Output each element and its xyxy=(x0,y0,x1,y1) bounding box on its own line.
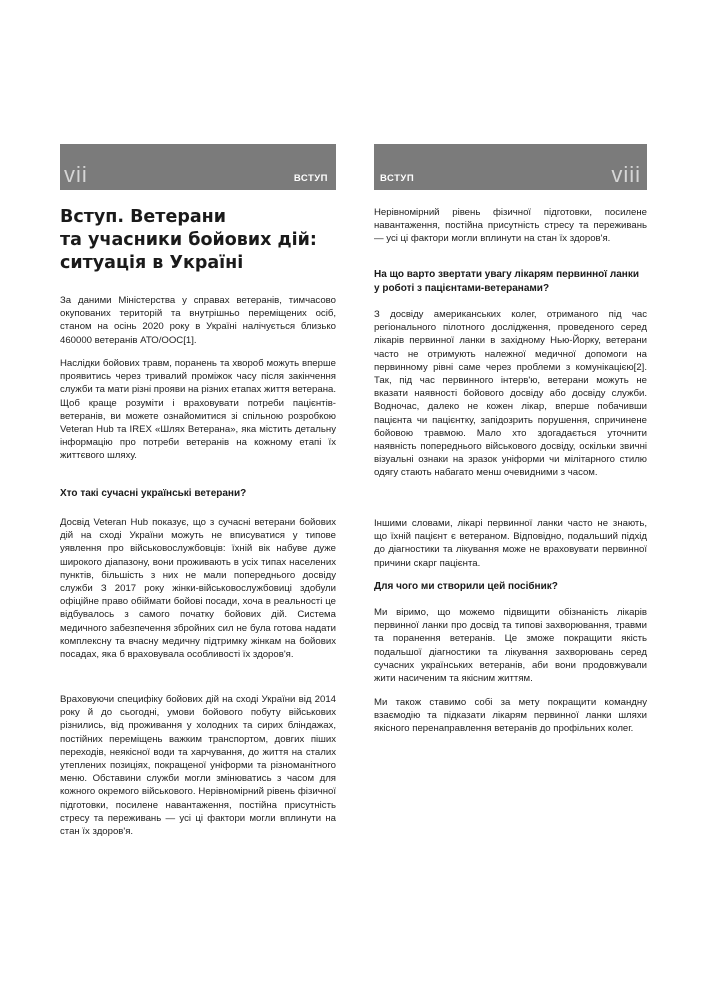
left-page-header xyxy=(60,144,336,190)
left-subheading-who-are-veterans: Хто такі сучасні українські ветерани? xyxy=(60,488,247,499)
right-paragraph-physical-load: Нерівномірний рівень фізичної підготовки, посилене навантаження, постійна присутність стресу та переживань — усі ці фактори могли вплинути на стан їх здоров'я. xyxy=(374,207,647,245)
chapter-title xyxy=(60,206,336,275)
chapter-title-line-2: та учасники бойових дій: xyxy=(60,230,317,250)
right-paragraph-team-interaction: Ми також ставимо собі за мету покращити командну взаємодію та підказати лікарям первинної ланки шляхи якісного перенаправлення ветеранів до профільних колег. xyxy=(374,697,647,735)
chapter-title-line-1: Вступ. Ветерани xyxy=(60,207,227,227)
right-section-label: ВСТУП xyxy=(380,173,415,184)
right-paragraph-american-experience: З досвіду американських колег, отриманого під час регіонального пілотного дослідження, проведеного серед лікарів первинної ланки в західному Нью-Йорку, ветерани часто не отримують належної медичної допомоги на первинному рівні саме через проблеми з комунікацією[2]. Так, під час первинного інтерв'ю, ветерани можуть не вказати наявності бойового досвіду або досвіду служби. Водночас, далеко не кожен лікар, вперше побачивши пацієнта чи пацієнтку, запідозрить порушення, спричинене бойовою травмою. Мало хто здогадається уточнити наявність попереднього військового досвіду, оскільки звичні візуальні ознаки на зразок уніформи чи мілітарного стилю одягу стають набагато менш очевидними з часом. xyxy=(374,309,647,479)
right-subheading-primary-care-attention: На що варто звертати увагу лікарям первинної ланки у роботі з пацієнтами-ветеранами? xyxy=(374,269,639,294)
right-page-number: viii xyxy=(611,162,641,187)
left-paragraph-combat-conditions: Враховуючи специфіку бойових дій на сході України від 2014 року й до сьогодні, умови бойового побуту військових різнились, від проживання у холодних та сирих бліндажах, постійних переміщень важким транспортом, довгих піших переходів, неякісної води та харчування, до життя на сталих утеплених позиціях, покращеної уніформи та різноманітного меню. Обставини служби могли змінюватись з часом для кожного окремого військового. Нерівномірний рівень фізичної підготовки, посилене навантаження, постійна присутність стресу та переживань — усі ці фактори могли вплинути на стан їх здоров'я. xyxy=(60,694,336,838)
left-section-label: ВСТУП xyxy=(293,173,328,184)
right-paragraph-in-other-words: Іншими словами, лікарі первинної ланки часто не знають, що їхній пацієнт є ветераном. Відповідно, подальший підхід до діагностики та лікування може не враховувати первинної причини скарг пацієнта. xyxy=(374,518,647,569)
left-paragraph-veteran-count: За даними Міністерства у справах ветеранів, тимчасово окупованих територій та внутрішньо переміщених осіб, станом на осінь 2020 року в Україні налічується близько 460000 ветеранів АТО/ООС[1]. xyxy=(60,295,336,346)
right-subheading-why-guide: Для чого ми створили цей посібник? xyxy=(374,581,558,592)
left-paragraph-combat-trauma: Наслідки бойових травм, поранень та хвороб можуть вперше проявитись через тривалий проміжок часу після закінчення служби та мати різні прояви на різних етапах життя ветерана. Щоб краще розуміти і враховувати потреби пацієнтів-ветеранів, ви можете ознайомитися зі спільною розробкою Veteran Hub та IREX «Шлях Ветерана», яка містить детальну інформацію про потреби ветеранів на кожному етапі їх життєвого шляху. xyxy=(60,358,336,462)
left-paragraph-veteran-hub-experience: Досвід Veteran Hub показує, що з сучасні ветерани бойових дій на сході України можуть не вписуватися у типове уявлення про військовослужбовців: їхній вік набуве дуже широкого діапазону, вони проживають в усіх типах населених пунктів, більшість з них не мали попереднього досвіду служби З 2017 року жінки-військовослужбовиці здобули офіційне право обіймати бойові посади, хоча в реальності це відбувалось з самого початку бойових дій. Система медичного забезпечення збройних сил не була готова надати комплексну та вчасну медичну підтримку жінкам на бойових посадах, яка б враховувала особливості їх здоров'я. xyxy=(60,517,336,661)
right-page-header xyxy=(374,144,647,190)
chapter-title-line-3: ситуація в Україні xyxy=(60,253,244,273)
left-page-number: vii xyxy=(64,162,88,187)
right-paragraph-we-believe: Ми віримо, що можемо підвищити обізнаність лікарів первинної ланки про досвід та типові захворювання, травми та поранення ветеранів. Це зможе покращити якість подальшої діагностики та лікування захворювань серед сучасних українських ветеранів, аби вони продовжували жити насиченим та якісним життям. xyxy=(374,607,647,685)
